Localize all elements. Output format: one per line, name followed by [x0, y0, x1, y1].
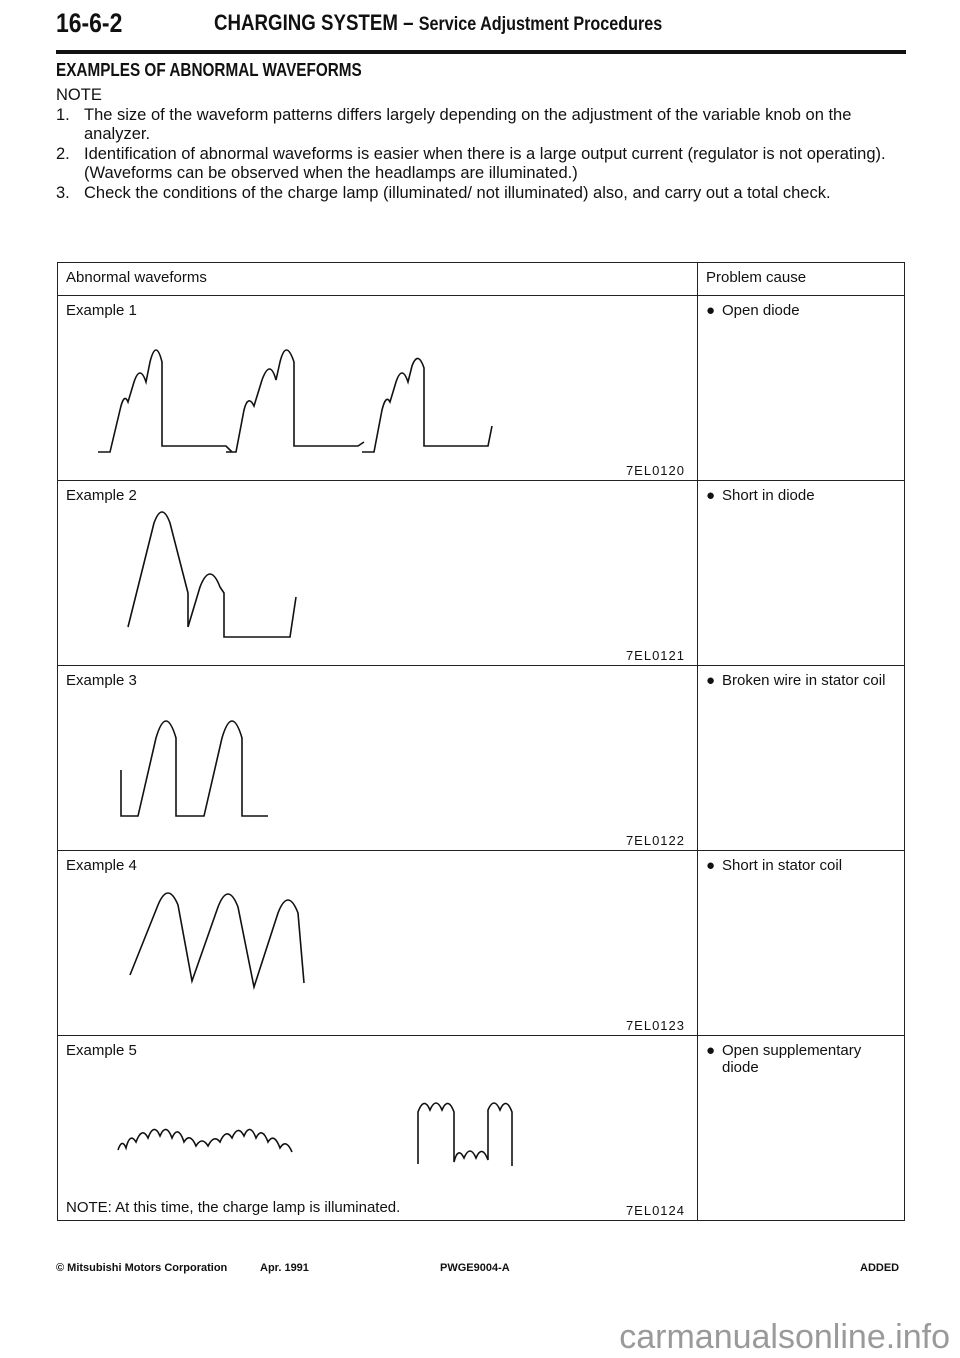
page-number: 16-6-2 [56, 8, 123, 38]
bullet-icon: ● [706, 857, 716, 874]
waveform-diagram [58, 1042, 698, 1202]
table-row [58, 851, 905, 1036]
status: ADDED [860, 1262, 900, 1274]
date: Apr. 1991 [260, 1262, 309, 1274]
note-num: 1. [56, 105, 70, 124]
cause-text: Open supplementary diode [722, 1042, 862, 1076]
bullet-icon: ● [706, 487, 716, 504]
col-header: Problem cause [698, 263, 905, 296]
cause-text: Open diode [722, 302, 800, 319]
table-row [58, 481, 905, 666]
waveform-diagram [58, 302, 698, 462]
waveform-diagram [58, 487, 698, 647]
problem-cause [706, 1042, 896, 1076]
table-header [58, 263, 905, 296]
example-note: NOTE: At this time, the charge lamp is illuminated. [66, 1199, 401, 1216]
page-title: CHARGING SYSTEM – Service Adjustment Procedures [214, 10, 663, 35]
note-item [56, 106, 906, 145]
figure-code: 7EL0123 [625, 1018, 685, 1033]
example-label: Example 3 [66, 672, 137, 689]
note-item [56, 184, 906, 204]
notes [56, 86, 906, 203]
bullet-icon: ● [706, 302, 716, 319]
figure-code: 7EL0122 [625, 833, 685, 848]
cause-text: Short in diode [722, 487, 815, 504]
subtitle: Service Adjustment Procedures [418, 14, 663, 35]
problem-cause [706, 487, 896, 504]
doc-code: PWGE9004-A [440, 1262, 510, 1274]
cause-text: Short in stator coil [722, 857, 843, 874]
waveform-table [57, 262, 905, 1221]
note-num: 3. [56, 183, 70, 202]
copyright: © Mitsubishi Motors Corporation [56, 1262, 228, 1274]
watermark: carmanualsonline.info [619, 1318, 950, 1356]
bullet-icon: ● [706, 1042, 716, 1059]
header-rule [56, 50, 906, 54]
figure-code: 7EL0124 [625, 1203, 685, 1218]
problem-cause [706, 672, 896, 689]
example-label: Example 4 [66, 857, 137, 874]
problem-cause [706, 857, 896, 874]
title: CHARGING SYSTEM [214, 10, 398, 35]
waveform-diagram [58, 857, 698, 1017]
example-label: Example 1 [66, 302, 137, 319]
problem-cause [706, 302, 896, 319]
col-header: Abnormal waveforms [58, 263, 698, 296]
figure-code: 7EL0121 [625, 648, 685, 663]
table-row [58, 666, 905, 851]
figure-code: 7EL0120 [625, 463, 685, 478]
note-text: Check the conditions of the charge lamp (illuminated/ not illuminated) also, and carry out a total check. [84, 183, 831, 202]
waveform-diagram [58, 672, 698, 832]
example-label: Example 5 [66, 1042, 137, 1059]
table-row [58, 1036, 905, 1221]
note-text: The size of the waveform patterns differs largely depending on the adjustment of the variable knob on the analyzer. [84, 105, 852, 143]
note-heading: NOTE [56, 86, 102, 104]
table-row [58, 296, 905, 481]
note-item [56, 145, 906, 184]
cause-text: Broken wire in stator coil [722, 672, 886, 689]
example-label: Example 2 [66, 487, 137, 504]
bullet-icon: ● [706, 672, 716, 689]
note-num: 2. [56, 144, 70, 163]
note-text: Identification of abnormal waveforms is easier when there is a large output current (regulator is not operating). (Waveforms can be observed when the headlamps are illuminated.) [84, 144, 886, 182]
section-title: EXAMPLES OF ABNORMAL WAVEFORMS [56, 60, 362, 80]
